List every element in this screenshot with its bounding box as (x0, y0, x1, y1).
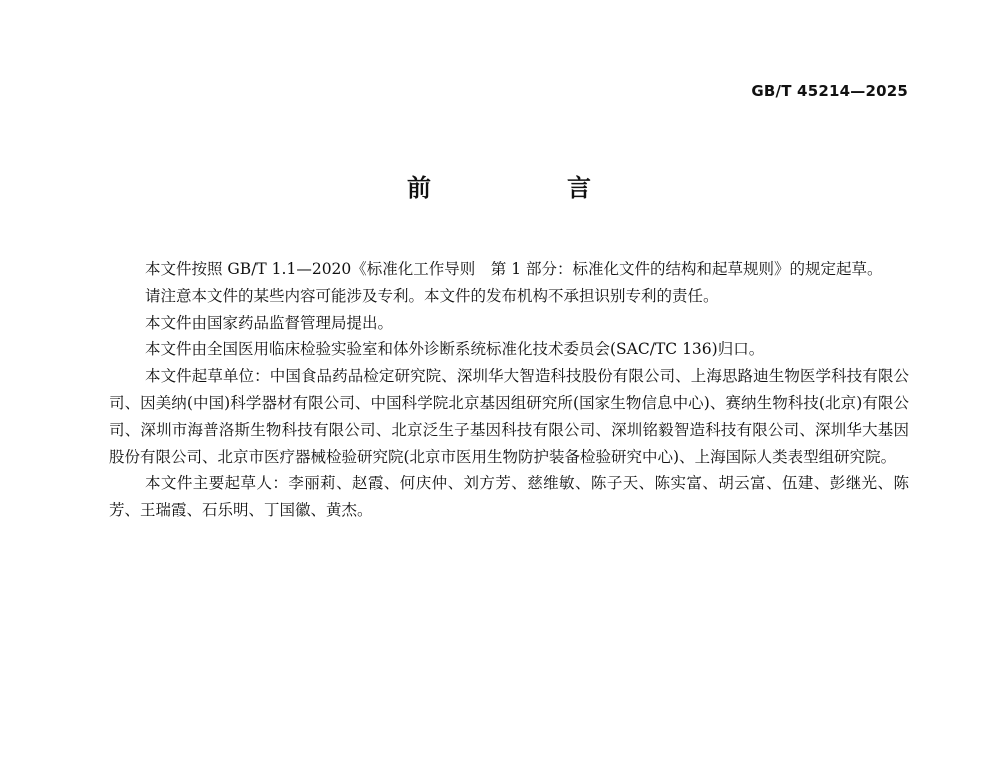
paragraph-patent-notice: 请注意本文件的某些内容可能涉及专利。本文件的发布机构不承担识别专利的责任。 (145, 286, 719, 305)
paragraph-committee: 本文件由全国医用临床检验实验室和体外诊断系统标准化技术委员会(SAC/TC 136)归口。 (145, 340, 765, 359)
standard-code: GB/T 45214—2025 (751, 82, 908, 100)
paragraph-drafters: 本文件主要起草人：李丽莉、赵霞、何庆仲、刘方芳、慈维敏、陈子天、陈实富、胡云富、伍建、彭继光、陈芳、王瑞霞、石乐明、丁国徽、黄杰。 (109, 474, 909, 520)
foreword-body (109, 256, 909, 524)
page-title: 前 言 (407, 174, 647, 202)
paragraph-drafting-rules: 本文件按照 GB/T 1.1—2020《标准化工作导则 第 1 部分：标准化文件的结构和起草规则》的规定起草。 (145, 260, 883, 278)
paragraph-drafting-units: 本文件起草单位：中国食品药品检定研究院、深圳华大智造科技股份有限公司、上海思路迪生物医学科技有限公司、因美纳(中国)科学器材有限公司、中国科学院北京基因组研究所(国家生物信息中心)、赛纳生物科技(北京)有限公司、深圳市海普洛斯生物科技有限公司、北京泛生子基因科技有限公司、深圳铭毅智造科技有限公司、深圳华大基因股份有限公司、北京市医疗器械检验研究院(北京市医用生物防护装备检验研究中心)、上海国际人类表型组研究院。 (109, 367, 909, 466)
paragraph-proposer: 本文件由国家药品监督管理局提出。 (145, 313, 394, 332)
